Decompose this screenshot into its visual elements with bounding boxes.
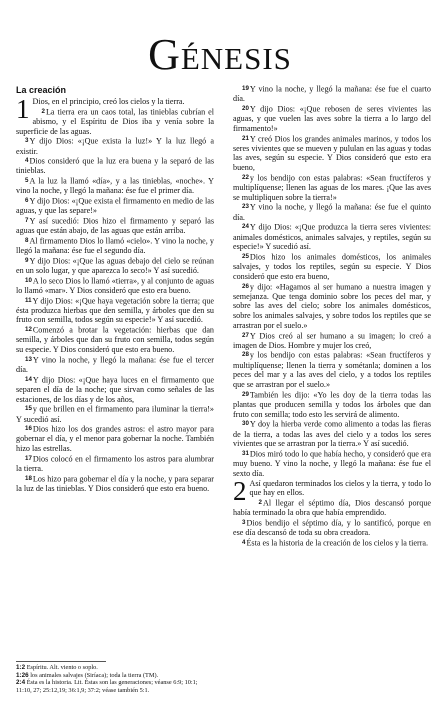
verse-paragraph [233, 202, 431, 222]
verse-number: 12 [25, 326, 32, 334]
verse-number: 19 [242, 85, 249, 92]
verse-paragraph [16, 375, 214, 405]
verse-paragraph [233, 390, 431, 420]
verse-text: Dios hizo los dos grandes astros: el astro mayor para gobernar el día, y el menor para gobernar la noche. También hizo las estrellas. [16, 424, 214, 454]
verse-paragraph [233, 222, 431, 252]
verse-paragraph [233, 419, 431, 449]
verse-text: Dios bendijo el séptimo día, y lo santificó, porque en ese día descansó de toda su obra creadora. [233, 518, 431, 538]
verse-paragraph [233, 518, 431, 538]
verse-paragraph [16, 454, 214, 474]
verse-text: Y dijo Dios: «¡Que rebosen de seres vivientes las aguas, y que vuelen las aves sobre la tierra a lo largo del firmamento!» [233, 104, 431, 133]
verse-paragraph [16, 474, 214, 494]
verse-text: Así quedaron terminados los cielos y la tierra, y todo lo que hay en ellos. [249, 478, 431, 498]
verse-number: 15 [25, 405, 32, 413]
verse-number: 24 [242, 223, 249, 231]
footnote-text: los animales salvajes (Siríaca); toda la tierra (TM). [30, 671, 159, 679]
verse-paragraph [16, 404, 214, 424]
verse-text: Y dijo Dios: «¡Que exista el firmamento en medio de las aguas, y que las separe!» [16, 196, 214, 216]
verse-text: Y dijo Dios: «¡Que las aguas debajo del cielo se reúnan en un solo lugar, y que aparezca lo seco!» Y así sucedió. [16, 256, 214, 275]
verse-paragraph [16, 107, 214, 137]
verse-number: 3 [25, 137, 29, 145]
verse-text: Ésta es la historia de la creación de los cielos y la tierra. [246, 538, 429, 548]
verse-paragraph [16, 296, 214, 326]
verse-number: 5 [25, 177, 29, 185]
verse-paragraph [233, 173, 431, 203]
verse-text: Dios colocó en el firmamento los astros para alumbrar la tierra. [16, 454, 214, 474]
verse-paragraph [16, 256, 214, 276]
section-heading: La creación [16, 85, 67, 95]
chapter-number: 1 [16, 94, 30, 124]
verse-text: Y creó Dios los grandes animales marinos, y todos los seres vivientes que se mueven y pululan en las aguas y todas las aves, según su especie. Y Dios consideró que esto era bueno, [233, 134, 431, 173]
verse-paragraph [233, 104, 431, 134]
footnote [16, 664, 214, 672]
verse-text: Al firmamento Dios lo llamó «cielo». Y vino la noche, y llegó la mañana: ése fue el segundo día. [16, 236, 214, 256]
verse-number: 26 [242, 282, 249, 290]
verse-paragraph [16, 176, 214, 196]
verse-text: Y dijo Dios: «¡Que exista la luz!» Y la luz llegó a existir. [16, 136, 214, 156]
footnote [16, 679, 214, 694]
verse-number: 30 [242, 420, 249, 428]
verse-text: y dijo: «Hagamos al ser humano a nuestra imagen y semejanza. Que tenga dominio sobre los peces del mar, y sobre las aves del cielo; sobre los animales domésticos, sobre los animales salvajes, y sobre todos los reptiles que se arrastran por el suelo.» [233, 282, 431, 330]
verse-text: Y dijo Dios: «¡Que produzca la tierra seres vivientes: animales domésticos, animales salvajes, y reptiles, según su especie!» Y sucedió así. [233, 222, 431, 252]
footnote-reference: 1:2 [16, 664, 26, 671]
verse-text: Y doy la hierba verde como alimento a todas las fieras de la tierra, a todas las aves del cielo y a todos los seres vivientes que se arrastran por la tierra.» Y así sucedió. [233, 419, 431, 449]
verse-text: y los bendijo con estas palabras: «Sean fructíferos y multiplíquense; llenen las aguas de los mares. ¡Que las aves se multipliquen sobre la tierra!» [233, 173, 431, 202]
verse-paragraph [16, 276, 214, 296]
verse-number: 10 [25, 276, 32, 284]
verse-paragraph [16, 424, 214, 454]
verse-text: Y vino la noche, y llegó la mañana: ése fue el tercer día. [16, 355, 214, 374]
verse-number: 8 [25, 236, 29, 244]
verse-text: Y vino la noche, y llegó la mañana: ése fue el cuarto día. [233, 84, 431, 104]
book-title: Génesis [148, 30, 292, 79]
verse-text: Y así sucedió: Dios hizo el firmamento y separó las aguas que están abajo, de las aguas que están arriba. [16, 216, 214, 236]
verse-text: Dios miró todo lo que había hecho, y consideró que era muy bueno. Y vino la noche, y llegó la mañana: ése fue el sexto día. [233, 449, 431, 478]
footnotes [16, 664, 214, 694]
verse-paragraph [16, 355, 214, 375]
verse-number: 20 [242, 104, 249, 112]
verse-number: 6 [25, 197, 29, 205]
verse-number: 17 [25, 454, 32, 462]
verse-number: 23 [242, 203, 249, 211]
verse-text: A lo seco Dios lo llamó «tierra», y al conjunto de aguas lo llamó «mar». Y Dios consideró que esto era bueno. [16, 276, 214, 295]
verse-number: 7 [25, 216, 29, 224]
footnote-text: Ésta es la historia. Lit. Éstas son las generaciones; véanse 6:9; 10:1; 11:10, 27; 25:12,19; 36:1,9; 37:2; véase también 5:1. [16, 679, 198, 694]
verse-text: y que brillen en el firmamento para iluminar la tierra!» Y sucedió así. [16, 404, 214, 424]
verse-number: 21 [242, 134, 249, 142]
verse-number: 9 [25, 256, 29, 264]
verse-text: Y dijo Dios: «¡Que haya luces en el firmamento que separen el día de la noche; que sirvan como señales de las estaciones, de los días y de los años, [16, 375, 214, 404]
verse-paragraph [233, 252, 431, 282]
verse-number: 16 [25, 425, 32, 433]
verse-text: Y Dios creó al ser humano a su imagen; lo creó a imagen de Dios. Hombre y mujer los creó, [233, 331, 431, 350]
verse-text: Comenzó a brotar la vegetación: hierbas que dan semilla, y árboles que dan su fruto con semilla, todos según su especie. Y Dios consideró que esto era bueno. [16, 325, 214, 355]
verse-paragraph [16, 196, 214, 216]
verse-paragraph [16, 216, 214, 236]
verse-text: Y vino la noche, y llegó la mañana: ése fue el quinto día. [233, 202, 431, 222]
verse-paragraph [233, 350, 431, 389]
verse-paragraph [233, 134, 431, 173]
verse-number: 25 [242, 252, 249, 260]
verse-number: 2 [41, 107, 45, 115]
footnote-reference: 1:26 [16, 671, 29, 679]
verse-text: También les dijo: «Yo les doy de la tierra todas las plantas que producen semilla y todos los árboles que dan fruto con semilla; todo esto les servirá de alimento. [233, 390, 431, 419]
verse-paragraph [233, 475, 431, 506]
footnote-text: Espíritu. Alt. viento o soplo. [26, 664, 98, 671]
verse-number: 13 [25, 355, 32, 363]
verse-number: 3 [242, 518, 246, 526]
verse-paragraph [233, 449, 431, 479]
verse-number: 11 [25, 296, 32, 304]
verse-text: y los bendijo con estas palabras: «Sean fructíferos y multiplíquense; llenen la tierra y sométanla; dominen a los peces del mar y a las aves del cielo, y a todos los reptiles que se arrastran por el suelo.» [233, 350, 431, 390]
verse-text: Los hizo para gobernar el día y la noche, y para separar la luz de las tinieblas. Y Dios consideró que esto era bueno. [16, 474, 214, 493]
verse-number: 29 [242, 390, 249, 398]
verse-paragraph [16, 156, 214, 176]
verse-paragraph [16, 236, 214, 256]
verse-text: A la luz la llamó «día», y a las tinieblas, «noche». Y vino la noche, y llegó la mañana: ése fue el primer día. [16, 176, 214, 196]
left-column [16, 84, 214, 494]
verse-paragraph [233, 282, 431, 331]
verse-paragraph [233, 331, 431, 351]
verse-paragraph [233, 498, 431, 518]
verse-number: 2 [258, 499, 262, 507]
verse-text: Dios hizo los animales domésticos, los animales salvajes, y todos los reptiles, según su especie. Y Dios consideró que esto era bueno, [233, 252, 431, 281]
verse-number: 27 [242, 331, 249, 339]
verse-text: Y dijo Dios: «¡Que haya vegetación sobre la tierra; que ésta produzca hierbas que den semilla, y árboles que den su fruto con semilla, todos según su especie!» Y así sucedió. [16, 296, 214, 325]
verse-number: 4 [242, 538, 246, 546]
footnote-divider [16, 661, 106, 662]
verse-text: Dios, en el principio, creó los cielos y la tierra. [32, 97, 185, 106]
chapter-number: 2 [233, 475, 247, 506]
right-column [233, 84, 431, 548]
verse-number: 31 [242, 450, 249, 458]
verse-paragraph [233, 84, 431, 104]
footnote-reference: 2:4 [16, 679, 26, 687]
verse-paragraph [16, 136, 214, 156]
verse-number: 18 [25, 474, 32, 482]
verse-paragraph [16, 325, 214, 355]
verse-paragraph [233, 538, 431, 548]
verse-number: 4 [25, 157, 29, 165]
verse-number: 28 [242, 351, 249, 359]
verse-number: 22 [242, 173, 249, 181]
verse-number: 14 [25, 375, 32, 383]
verse-text: La tierra era un caos total, las tinieblas cubrían el abismo, y el Espíritu de Dios iba y venía sobre la superficie de las aguas. [16, 107, 214, 136]
verse-text: Al llegar el séptimo día, Dios descansó porque había terminado la obra que había emprendido. [233, 498, 431, 518]
verse-text: Dios consideró que la luz era buena y la separó de las tinieblas. [16, 156, 214, 176]
